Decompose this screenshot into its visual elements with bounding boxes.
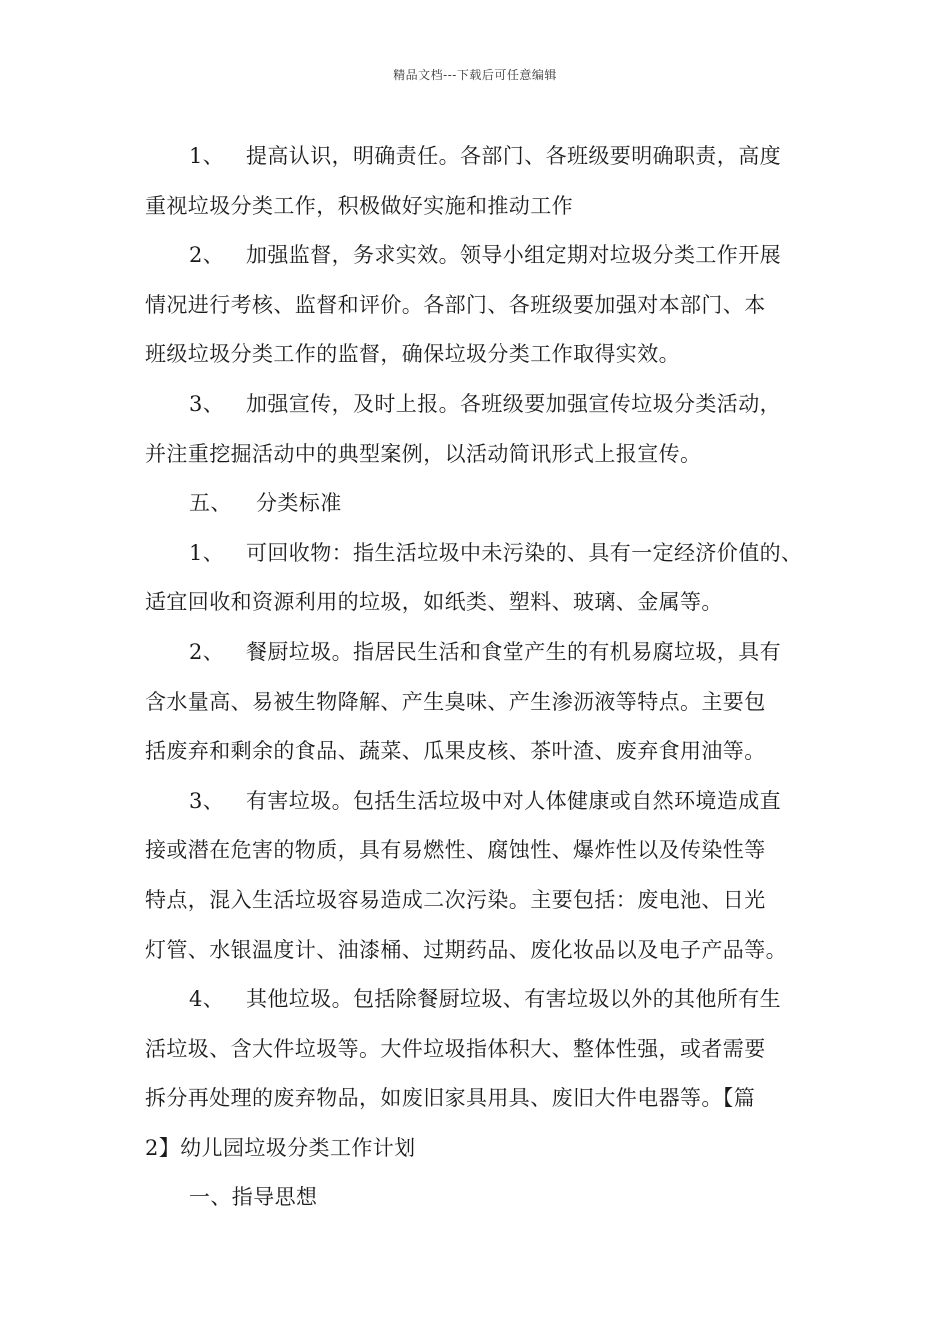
- paragraph-line: [145, 281, 810, 331]
- line-text: 情况进行考核、监督和评价。各部门、各班级要加强对本部门、本: [145, 292, 766, 317]
- line-text: 班级垃圾分类工作的监督，确保垃圾分类工作取得实效。: [145, 342, 680, 367]
- paragraph-line: [145, 330, 810, 380]
- section-title: 分类标准: [256, 491, 342, 516]
- section-heading: [145, 1173, 810, 1223]
- line-text: 可回收物：指生活垃圾中未污染的、具有一定经济价值的、: [246, 540, 803, 565]
- item-number: 1、: [189, 540, 225, 565]
- paragraph-line: [145, 231, 810, 281]
- line-text: 含水量高、易被生物降解、产生臭味、产生渗沥液等特点。主要包: [145, 689, 766, 714]
- section-heading: [145, 479, 810, 529]
- paragraph-line: [145, 876, 810, 926]
- line-text: 接或潜在危害的物质，具有易燃性、腐蚀性、爆炸性以及传染性等: [145, 838, 766, 863]
- paragraph-line: [145, 132, 810, 182]
- item-number: 1、: [189, 144, 225, 168]
- line-text: 提高认识，明确责任。各部门、各班级要明确职责，高度: [246, 144, 781, 168]
- paragraph-line: [145, 380, 810, 430]
- paragraph-line: [145, 777, 810, 827]
- item-number: 3、: [189, 391, 225, 416]
- paragraph-line: [145, 926, 810, 976]
- line-text: 灯管、水银温度计、油漆桶、过期药品、废化妆品以及电子产品等。: [145, 937, 787, 962]
- line-text: 特点，混入生活垃圾容易造成二次污染。主要包括：废电池、日光: [145, 887, 766, 912]
- paragraph-line: [145, 727, 810, 777]
- section-number: 五、: [189, 491, 232, 516]
- item-number: 2、: [189, 243, 225, 268]
- paragraph-line: [145, 678, 810, 728]
- page-header: 精品文档---下载后可任意编辑: [393, 68, 557, 82]
- line-text: 加强监督，务求实效。领导小组定期对垃圾分类工作开展: [246, 243, 781, 268]
- paragraph-line: [145, 1124, 810, 1174]
- line-text: 餐厨垃圾。指居民生活和食堂产生的有机易腐垃圾，具有: [246, 639, 781, 664]
- paragraph-line: [145, 628, 810, 678]
- paragraph-line: [145, 430, 810, 480]
- paragraph-line: [145, 182, 810, 232]
- line-text: 加强宣传，及时上报。各班级要加强宣传垃圾分类活动，: [246, 391, 781, 416]
- line-text: 重视垃圾分类工作，积极做好实施和推动工作: [145, 193, 573, 218]
- line-text: 并注重挖掘活动中的典型案例，以活动简讯形式上报宣传。: [145, 441, 702, 466]
- paragraph-line: [145, 1025, 810, 1075]
- line-text: 有害垃圾。包括生活垃圾中对人体健康或自然环境造成直: [246, 788, 781, 813]
- document-body: [145, 132, 810, 1223]
- paragraph-line: [145, 975, 810, 1025]
- paragraph-line: [145, 1074, 810, 1124]
- line-text: 适宜回收和资源利用的垃圾，如纸类、塑料、玻璃、金属等。: [145, 590, 723, 615]
- line-text: 活垃圾、含大件垃圾等。大件垃圾指体积大、整体性强，或者需要: [145, 1036, 766, 1061]
- item-number: 4、: [189, 987, 225, 1012]
- line-text: 2】幼儿园垃圾分类工作计划: [145, 1135, 416, 1160]
- paragraph-line: [145, 529, 810, 579]
- section-title: 一、指导思想: [189, 1185, 318, 1210]
- paragraph-line: [145, 826, 810, 876]
- item-number: 2、: [189, 639, 225, 664]
- line-text: 括废弃和剩余的食品、蔬菜、瓜果皮核、茶叶渣、废弃食用油等。: [145, 739, 766, 764]
- line-text: 拆分再处理的废弃物品，如废旧家具用具、废旧大件电器等。【篇: [145, 1086, 756, 1111]
- line-text: 其他垃圾。包括除餐厨垃圾、有害垃圾以外的其他所有生: [246, 987, 781, 1012]
- item-number: 3、: [189, 788, 225, 813]
- paragraph-line: [145, 578, 810, 628]
